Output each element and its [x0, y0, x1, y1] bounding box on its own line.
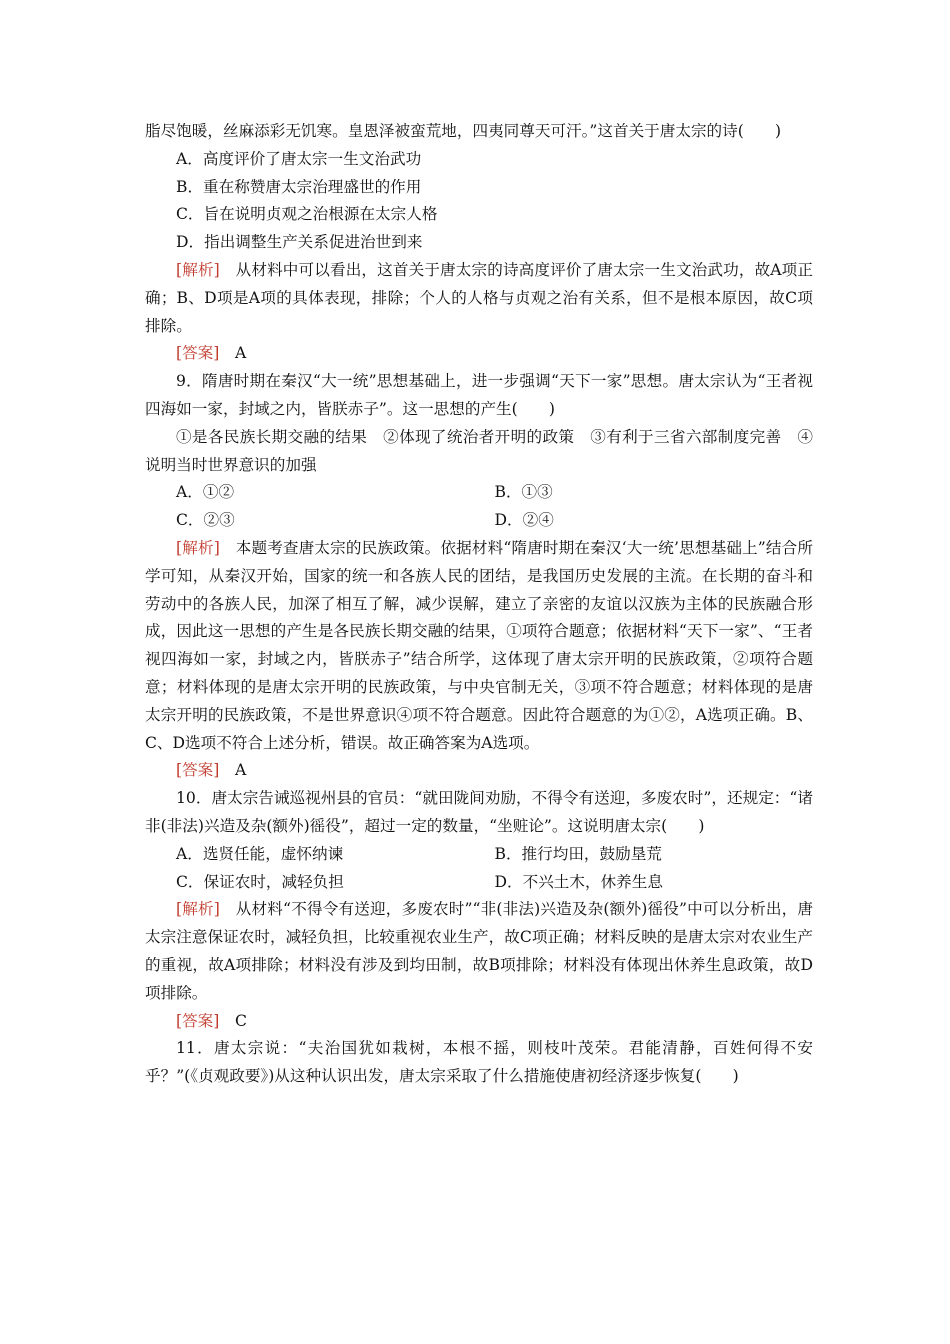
q10-option-c: C．保证农时，减轻负担 [176, 872, 344, 891]
answer-tag: [答案] [176, 1011, 220, 1030]
q9-statements: ①是各民族长期交融的结果 ②体现了统治者开明的政策 ③有利于三省六部制度完善 ④说明当时世界意识的加强 [145, 427, 813, 474]
analysis-text: 从材料中可以看出，这首关于唐太宗的诗高度评价了唐太宗一生文治武功，故A项正确；B、D项是A项的具体表现，排除；个人的人格与贞观之治有关系，但不是根本原因，故C项排除。 [145, 260, 814, 335]
q8-option-c: C．旨在说明贞观之治根源在太宗人格 [176, 205, 438, 224]
q10-option-a: A．选贤任能，虚怀纳谏 [176, 844, 344, 863]
q9-answer [145, 757, 813, 785]
question-content [145, 118, 813, 1091]
analysis-text: 从材料“不得令有送迎，多废农时”“非(非法)兴造及杂(额外)徭役”中可以分析出，唐太宗注意保证农时，减轻负担，比较重视农业生产，故C项正确；材料反映的是唐太宗对农业生产的重视，故A项排除；材料没有涉及到均田制，故B项排除；材料没有体现出休养生息政策，故D项排除。 [145, 900, 813, 1002]
q8-answer [145, 340, 813, 368]
analysis-tag: [解析] [176, 260, 220, 279]
answer-value: A [219, 761, 247, 780]
q8-option-a: A．高度评价了唐太宗一生文治武功 [176, 149, 422, 168]
q9-analysis [145, 535, 813, 757]
q8-stem-end: 脂尽饱暖，丝麻添彩无饥寒。皇恩泽被蛮荒地，四夷同尊天可汗。”这首关于唐太宗的诗( ) [145, 122, 782, 140]
q9-stem: 9．隋唐时期在秦汉“大一统”思想基础上，进一步强调“天下一家”思想。唐太宗认为“王者视四海如一家，封域之内，皆朕赤子”。这一思想的产生( ) [145, 372, 813, 418]
answer-tag: [答案] [176, 344, 220, 363]
q11-stem: 11．唐太宗说：“夫治国犹如栽树，本根不摇，则枝叶茂荣。君能清静，百姓何得不安乎？”(《贞观政要》)从这种认识出发，唐太宗采取了什么措施使唐初经济逐步恢复( ) [145, 1039, 813, 1086]
q8-analysis [145, 257, 813, 340]
q9-options-row-2 [145, 507, 813, 535]
analysis-tag: [解析] [176, 900, 220, 919]
q8-option-b: B．重在称赞唐太宗治理盛世的作用 [176, 177, 422, 196]
q10-stem: 10．唐太宗告诫巡视州县的官员：“就田陇间劝励，不得令有送迎，多废农时”，还规定：“诸非(非法)兴造及杂(额外)徭役”，超过一定的数量，“坐赃论”。这说明唐太宗( ) [145, 789, 813, 835]
answer-value: A [219, 344, 247, 363]
q10-option-b: B．推行均田，鼓励垦荒 [494, 844, 662, 863]
q10-options-row-1 [145, 841, 813, 869]
answer-tag: [答案] [176, 761, 220, 780]
q9-options-row-1 [145, 479, 813, 507]
q10-answer [145, 1008, 813, 1036]
q10-option-d: D．不兴土木，休养生息 [494, 872, 663, 891]
analysis-tag: [解析] [176, 538, 220, 557]
q10-options-row-2 [145, 869, 813, 897]
analysis-text: 本题考查唐太宗的民族政策。依据材料“隋唐时期在秦汉‘大一统’思想基础上”结合所学可知，从秦汉开始，国家的统一和各族人民的团结，是我国历史发展的主流。在长期的奋斗和劳动中的各族人民，加深了相互了解，减少误解，建立了亲密的友谊以汉族为主体的民族融合形成，因此这一思想的产生是各民族长期交融的结果，①项符合题意；依据材料“天下一家”、“王者视四海如一家，封域之内，皆朕赤子”结合所学，这体现了唐太宗开明的民族政策，②项符合题意；材料体现的是唐太宗开明的民族政策，与中央官制无关，③项不符合题意；材料体现的是唐太宗开明的民族政策，不是世界意识④项不符合题意。因此符合题意的为①②，A选项正确。B、C、D选项不符合上述分析，错误。故正确答案为A选项。 [145, 538, 814, 752]
answer-value: C [219, 1011, 247, 1030]
q9-option-b: B．①③ [494, 483, 553, 502]
q8-option-d: D．指出调整生产关系促进治世到来 [176, 233, 423, 252]
q9-option-a: A．①② [176, 483, 235, 502]
q9-option-c: C．②③ [176, 511, 235, 530]
q9-option-d: D．②④ [494, 511, 554, 530]
q10-analysis [145, 896, 813, 1007]
